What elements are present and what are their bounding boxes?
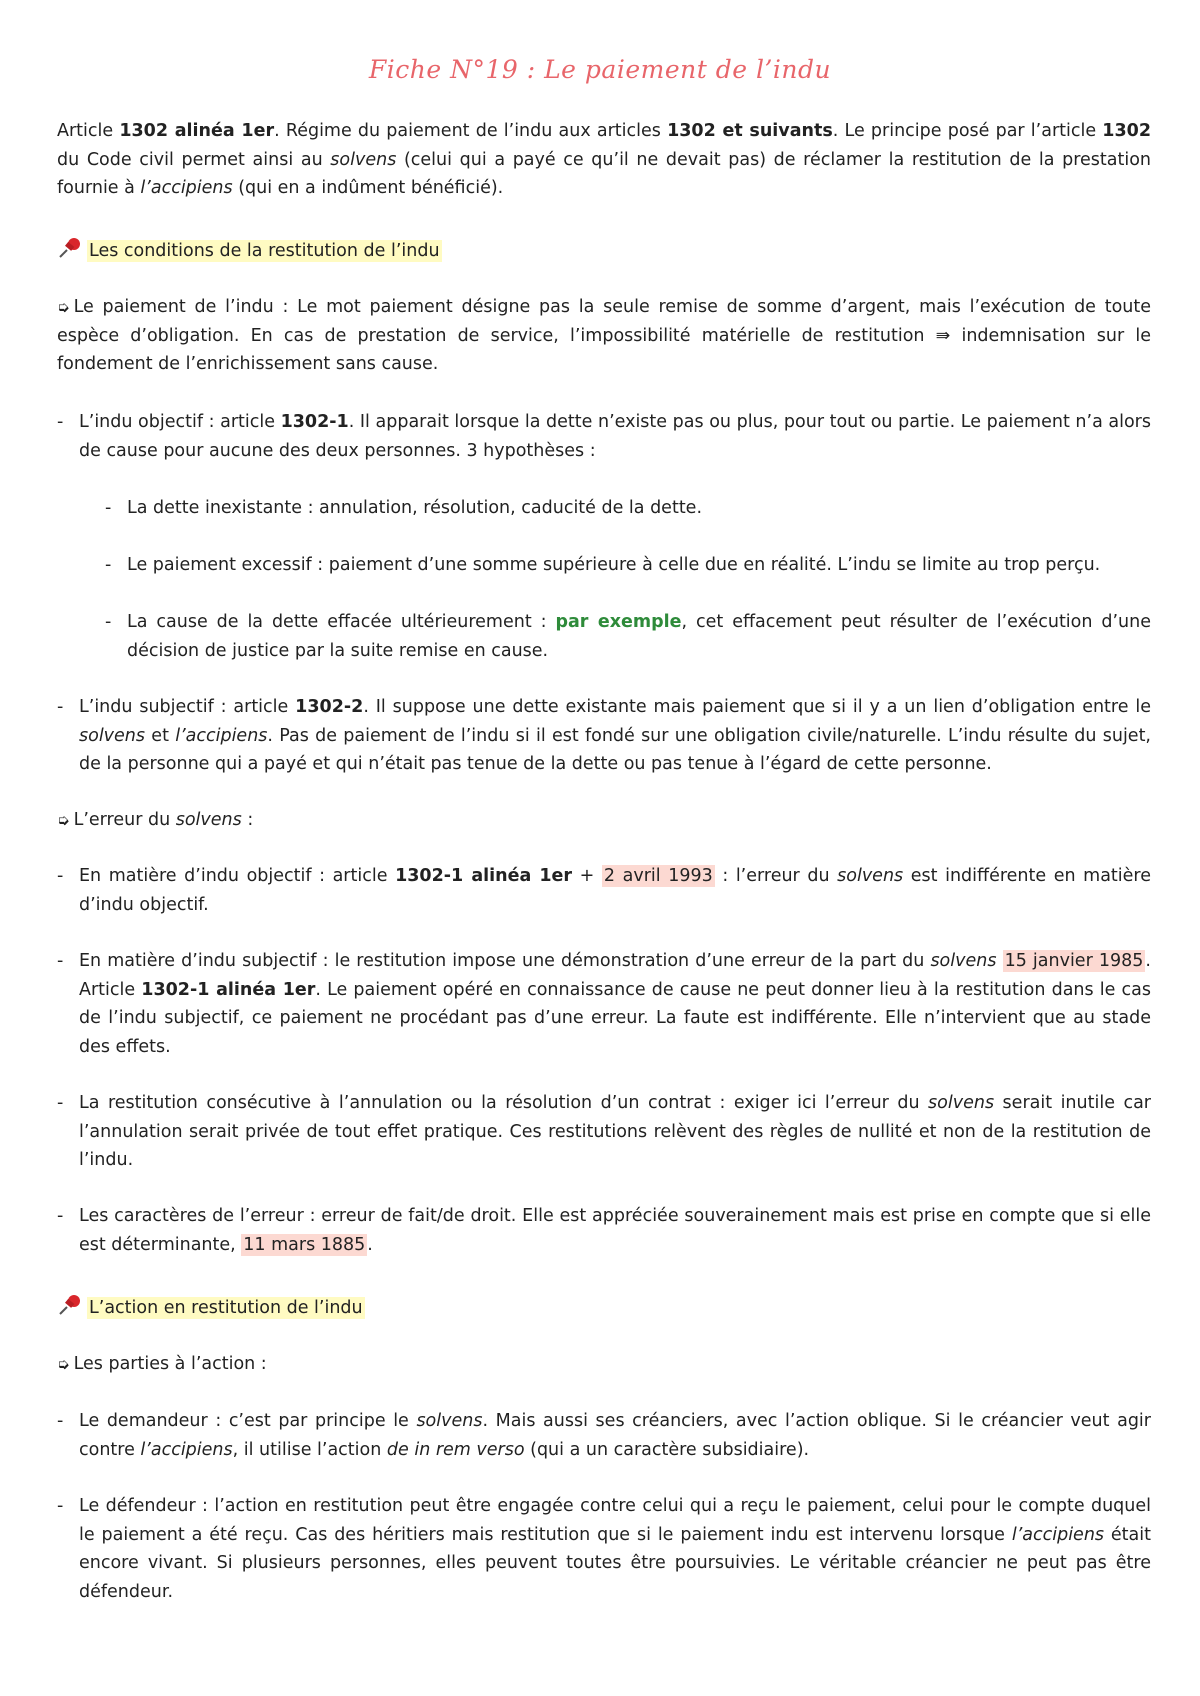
list-item-defendeur	[57, 1492, 1151, 1606]
example-keyword: par exemple	[555, 612, 682, 632]
text: .	[367, 1234, 373, 1255]
paragraph-paiement	[57, 293, 1151, 379]
bold-ref: 1302-1	[280, 412, 349, 432]
text: L’indu subjectif : article	[79, 697, 296, 717]
dash-bullet: -	[57, 1496, 64, 1516]
text: . Pas de paiement de l’indu si il est fondé sur une obligation civile/naturelle. L’indu résulte du sujet, de la personne qui a payé et qui n’était pas tenue de la dette ou pas tenue à l’égard de cette personne.	[79, 725, 1151, 774]
text: du Code civil permet ainsi au	[57, 149, 331, 170]
arrow-icon: ➭	[57, 298, 70, 316]
intro-paragraph	[57, 117, 1151, 203]
list-item-hypothese-2	[105, 551, 1151, 580]
italic-term: solvens	[175, 810, 242, 830]
text: serait inutile car l’annulation serait privée de tout effet pratique. Ces restitutions relèvent des règles de nullité et non de la restitution de l’indu.	[79, 1093, 1151, 1170]
dash-bullet: -	[57, 1411, 64, 1431]
text: Les caractères de l’erreur : erreur de fait/de droit. Elle est appréciée souverainement mais est prise en compte que si elle est déterminante,	[79, 1206, 1151, 1255]
text: était encore vivant. Si plusieurs personnes, elles peuvent toutes être poursuivies. Le véritable créancier ne peut pas être défendeur.	[79, 1524, 1151, 1602]
text: . Le principe posé par l’article	[832, 121, 1103, 141]
arrow-icon: ➭	[57, 811, 70, 829]
section-heading-conditions	[57, 236, 1151, 266]
bold-ref: 1302 alinéa 1er	[119, 121, 275, 141]
dash-bullet: -	[105, 612, 112, 632]
list-item-restitution-annulation	[57, 1089, 1151, 1175]
dash-bullet: -	[57, 951, 64, 971]
text: : l’erreur du	[714, 866, 838, 886]
text: La restitution consécutive à l’annulation ou la résolution d’un contrat : exiger ici l’erreur du	[79, 1093, 929, 1113]
dash-bullet: -	[105, 498, 112, 518]
text: et	[145, 725, 176, 746]
text: En matière d’indu subjectif : le restitution impose une démonstration d’une erreur de la part du	[79, 951, 931, 971]
list-item-hypothese-3	[105, 608, 1151, 665]
bold-ref: 1302	[1102, 121, 1152, 141]
list-item-indu-subjectif	[57, 693, 1151, 779]
italic-term: solvens	[837, 866, 904, 886]
italic-term: solvens	[79, 725, 146, 746]
italic-term: l’accipiens	[140, 1439, 233, 1460]
text: :	[241, 810, 254, 830]
italic-term: solvens	[928, 1093, 995, 1113]
bold-ref: 1302-1 alinéa 1er	[395, 866, 573, 886]
list-item-erreur-subjectif	[57, 947, 1151, 1061]
text: . Article	[79, 951, 1151, 1000]
text: Article	[57, 121, 120, 141]
dash-bullet: -	[57, 412, 64, 432]
text: La cause de la dette effacée ultérieurement :	[127, 612, 556, 632]
italic-term: l’accipiens	[140, 178, 233, 198]
dash-bullet: -	[57, 1206, 64, 1226]
italic-term: solvens	[930, 951, 997, 971]
text: . Régime du paiement de l’indu aux articles	[274, 121, 668, 141]
list-item-caracteres-erreur	[57, 1202, 1151, 1259]
italic-term: l’accipiens	[1011, 1524, 1105, 1545]
section-heading-text: Les conditions de la restitution de l’indu	[89, 241, 440, 261]
text: . Il suppose une dette existante mais paiement que si il y a un lien d’obligation entre le	[363, 697, 1151, 717]
italic-term: de in rem verso	[386, 1439, 525, 1460]
text: +	[572, 866, 602, 886]
text: (qui en a indûment bénéficié).	[232, 178, 504, 198]
dash-bullet: -	[105, 555, 112, 575]
date-highlight: 2 avril 1993	[603, 866, 713, 886]
text: (qui a un caractère subsidiaire).	[524, 1439, 810, 1460]
text: Les parties à l’action :	[73, 1354, 267, 1374]
text	[996, 951, 1002, 971]
italic-term: l’accipiens	[175, 725, 268, 746]
text: . Il apparait lorsque la dette n’existe pas ou plus, pour tout ou partie. Le paiement n’a alors de cause pour aucune des deux personnes. 3 hypothèses :	[79, 412, 1151, 461]
bold-ref: 1302-2	[295, 697, 364, 717]
text: Le paiement excessif : paiement d’une somme supérieure à celle due en réalité. L’indu se limite au trop perçu.	[127, 555, 1101, 575]
pushpin-icon	[57, 1293, 83, 1317]
text: (celui qui a payé ce qu’il ne devait pas) de réclamer la restitution de la prestation fournie à	[57, 149, 1151, 198]
text: La dette inexistante : annulation, résolution, caducité de la dette.	[127, 498, 703, 518]
arrow-icon: ➭	[57, 1355, 70, 1373]
dash-bullet: -	[57, 866, 64, 886]
text: , il utilise l’action	[232, 1439, 387, 1460]
bold-ref: 1302 et suivants	[667, 121, 833, 141]
section-heading-text: L’action en restitution de l’indu	[89, 1298, 363, 1318]
date-highlight: 15 janvier 1985	[1004, 951, 1144, 971]
text: . Le paiement opéré en connaissance de cause ne peut donner lieu à la restitution dans le cas de l’indu subjectif, ce paiement ne procédant pas d’une erreur. La faute est indifférente. Elle n’intervient que au stade des effets.	[79, 979, 1152, 1057]
list-item-erreur-objectif	[57, 862, 1151, 919]
italic-term: solvens	[330, 149, 397, 170]
page-title: Fiche N°19 : Le paiement de l’indu	[368, 55, 832, 84]
subheading-erreur	[57, 806, 1151, 835]
list-item-demandeur	[57, 1407, 1151, 1464]
italic-term: solvens	[416, 1411, 483, 1431]
date-highlight: 11 mars 1885	[243, 1234, 366, 1255]
text: , cet effacement peut résulter de l’exécution d’une décision de justice par la suite remise en cause.	[127, 612, 1152, 661]
section-heading-action	[57, 1293, 1151, 1323]
text: En matière d’indu objectif : article	[79, 866, 396, 886]
text: est indifférente en matière d’indu objectif.	[79, 866, 1151, 915]
text: . Mais aussi ses créanciers, avec l’action oblique. Si le créancier veut agir contre	[79, 1411, 1151, 1460]
text: Le paiement de l’indu : Le mot paiement désigne pas la seule remise de somme d’argent, mais l’exécution de toute espèce d’obligation. En cas de prestation de service, l’impossibilité matérielle de restitution ⇛ indemnisation sur le fondement de l’enrichissement sans cause.	[57, 297, 1151, 374]
bold-ref: 1302-1 alinéa 1er	[141, 979, 316, 1000]
text: L’erreur du	[73, 810, 176, 830]
subheading-parties	[57, 1350, 1151, 1379]
list-item-hypothese-1	[105, 494, 1151, 523]
text: Le défendeur : l’action en restitution peut être engagée contre celui qui a reçu le paiement, celui pour le compte duquel le paiement a été reçu. Cas des héritiers mais restitution que si le paiement indu est intervenu lorsque	[79, 1496, 1151, 1545]
text: Le demandeur : c’est par principe le	[79, 1411, 417, 1431]
text: L’indu objectif : article	[79, 412, 281, 432]
dash-bullet: -	[57, 1093, 64, 1113]
dash-bullet: -	[57, 697, 64, 717]
pushpin-icon	[57, 236, 83, 260]
list-item-indu-objectif	[57, 408, 1151, 465]
